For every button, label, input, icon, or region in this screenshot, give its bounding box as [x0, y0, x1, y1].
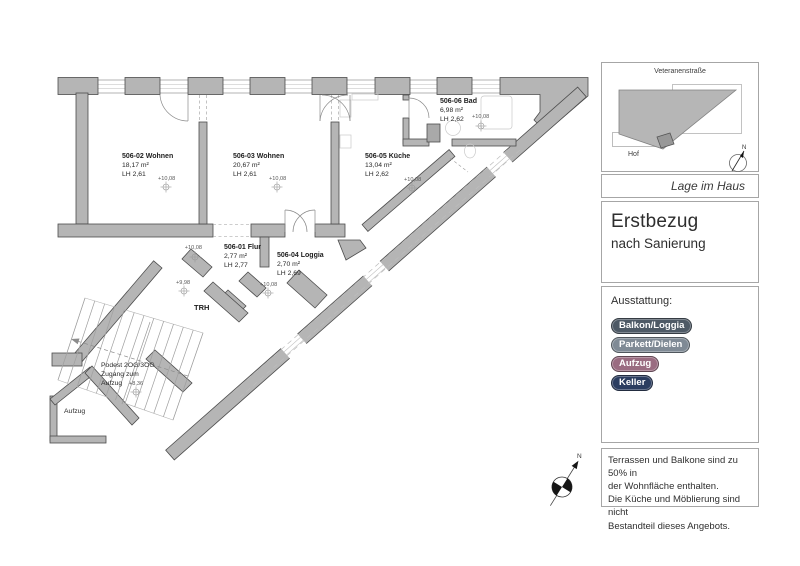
level-marker-text: +9,98: [176, 280, 191, 286]
room-area: 2,70 m²: [277, 261, 301, 268]
stairwell-label: [176, 280, 209, 312]
room-area: 20,67 m²: [233, 162, 260, 169]
feature-badge-keller: Keller: [611, 375, 653, 391]
room-height: LH 2,69: [277, 270, 301, 277]
kitchen-fixtures: [340, 94, 378, 148]
features-box: [601, 286, 759, 443]
room-name: 506-01 Flur: [224, 244, 261, 251]
trh-label: TRH: [194, 303, 210, 312]
landing-line: Aufzug: [101, 380, 123, 387]
map-compass-icon: [730, 145, 747, 172]
bath-fixtures: [446, 96, 513, 158]
level-marker-text: +10,08: [472, 114, 490, 120]
room-name: 506-02 Wohnen: [122, 153, 174, 160]
room-height: LH 2,77: [224, 262, 248, 269]
info-sidebar: [601, 62, 759, 532]
map-compass-n: N: [742, 145, 747, 151]
disclaimer-line: Terrassen und Balkone sind zu 50% in: [608, 455, 738, 480]
disclaimer-line: Die Küche und Möblierung sind nicht: [608, 494, 741, 519]
feature-badge-parkett-dielen: Parkett/Dielen: [611, 337, 690, 353]
level-marker-text: +10,08: [184, 245, 202, 251]
headline-title: Erstbezug: [611, 211, 699, 232]
room-name: 506-04 Loggia: [277, 252, 324, 259]
level-marker-text: +10,08: [269, 176, 287, 182]
level-marker-text: +10,08: [260, 282, 278, 288]
street-label: Veteranenstraße: [654, 68, 706, 75]
room-area: 13,04 m²: [365, 162, 392, 169]
room-label-wohnen-02: [122, 153, 175, 193]
room-label-wohnen-03: [233, 153, 286, 193]
room-area: 18,17 m²: [122, 162, 149, 169]
interior-walls: [50, 93, 516, 443]
features-heading: Ausstattung:: [611, 295, 673, 307]
room-height: LH 2,61: [233, 171, 257, 178]
facade-pillars: [58, 78, 588, 133]
feature-badge-aufzug: Aufzug: [611, 356, 659, 372]
room-name: 506-06 Bad: [440, 98, 477, 105]
diagonal-facade-wall: [166, 87, 587, 460]
building-footprint: [602, 63, 760, 173]
landing-line: Podest 2OG/3OG: [101, 362, 155, 369]
feature-badge-balkon-loggia: Balkon/Loggia: [611, 318, 692, 334]
hof-label: Hof: [628, 151, 639, 158]
room-label-bad: [440, 98, 489, 132]
disclaimer-line: der Wohnfläche enthalten.: [608, 481, 719, 493]
room-area: 6,98 m²: [440, 107, 464, 114]
room-name: 506-03 Wohnen: [233, 153, 285, 160]
level-marker-text: +10,08: [404, 177, 422, 183]
room-height: LH 2,62: [440, 116, 464, 123]
compass-n-label: N: [577, 453, 582, 460]
headline-subtitle: nach Sanierung: [611, 236, 706, 251]
room-height: LH 2,62: [365, 171, 389, 178]
room-name: 506-05 Küche: [365, 153, 411, 160]
compass-icon: [542, 453, 587, 511]
room-height: LH 2,61: [122, 171, 146, 178]
location-map: [601, 62, 759, 172]
room-area: 2,77 m²: [224, 253, 248, 260]
landing-line: Zugang zum: [101, 371, 139, 378]
level-marker-text: +10,08: [158, 176, 176, 182]
map-caption: Lage im Haus: [601, 174, 759, 198]
level-marker-text: +8,36: [129, 381, 144, 387]
elevator-label: Aufzug: [64, 408, 86, 415]
disclaimer-line: Bestandteil dieses Angebots.: [608, 520, 731, 532]
headline-box: [601, 201, 759, 283]
disclaimer-box: [601, 448, 759, 532]
